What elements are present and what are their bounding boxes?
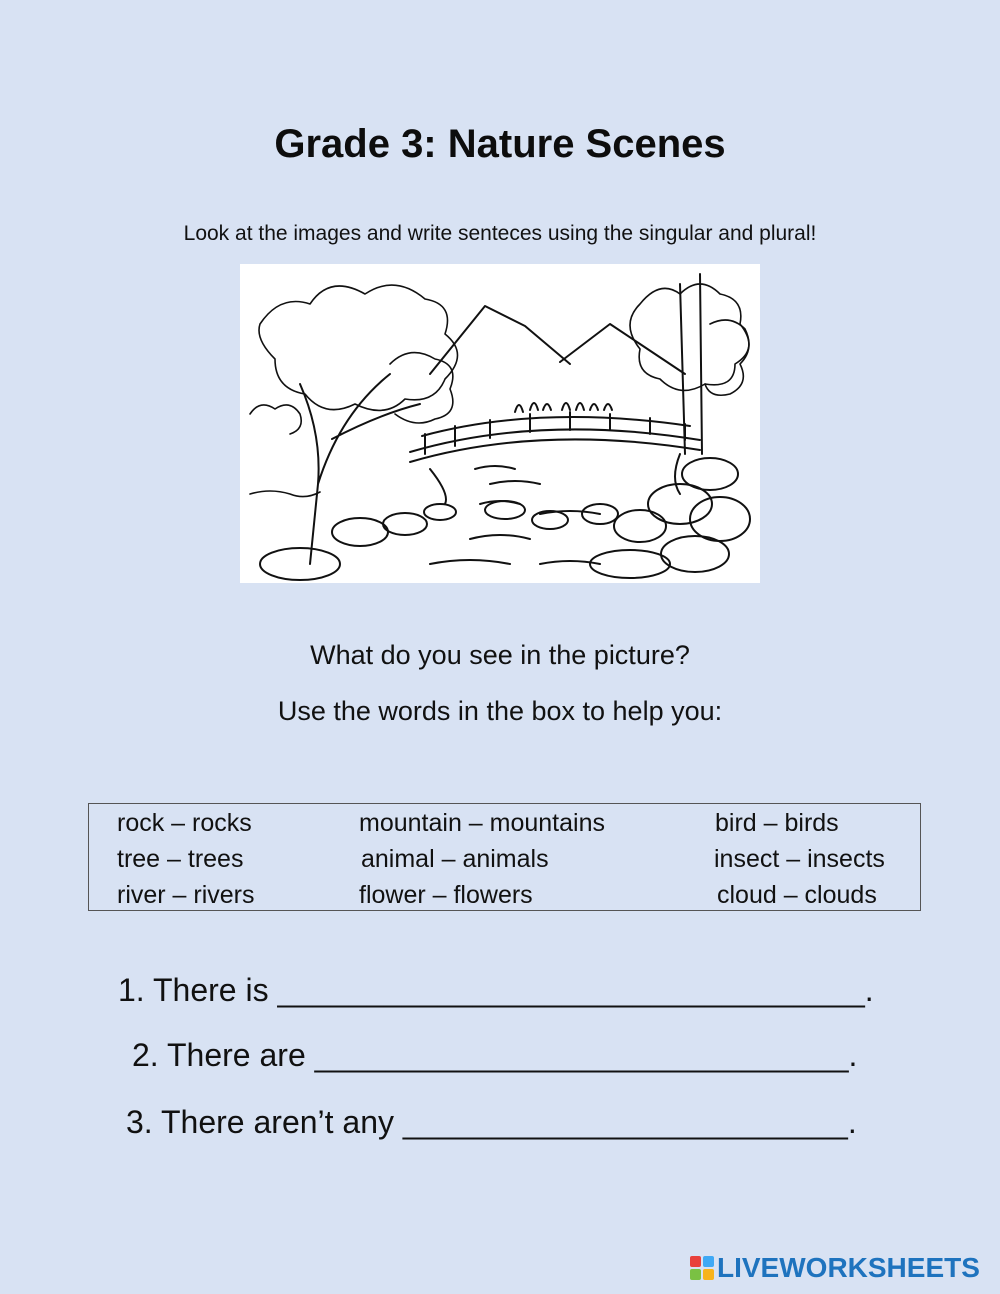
word-pair: bird – birds — [715, 809, 839, 837]
sentence-prefix: 2. There are — [132, 1037, 306, 1073]
word-pair: rock – rocks — [117, 809, 252, 837]
question-see: What do you see in the picture? — [310, 640, 690, 670]
sentence-3 — [126, 1104, 857, 1141]
sentence-prefix: 3. There aren’t any — [126, 1104, 395, 1140]
nature-scene-image — [240, 264, 760, 583]
sentence-1 — [118, 972, 874, 1009]
answer-blank-3[interactable]: _________________________ — [402, 1104, 848, 1140]
sentence-end: . — [847, 1104, 857, 1140]
logo-text: LIVEWORKSHEETS — [717, 1252, 980, 1283]
answer-blank-2[interactable]: ______________________________ — [314, 1037, 849, 1073]
word-pair: river – rivers — [117, 881, 255, 909]
word-pair: animal – animals — [361, 845, 549, 873]
sentence-end: . — [848, 1037, 858, 1073]
worksheet-title: Grade 3: Nature Scenes — [274, 122, 726, 166]
liveworksheets-logo-icon — [690, 1256, 714, 1280]
sentence-prefix: 1. There is — [118, 972, 269, 1008]
liveworksheets-logo — [690, 1252, 980, 1284]
sentence-end: . — [864, 972, 874, 1008]
answer-blank-1[interactable]: _________________________________ — [277, 972, 865, 1008]
instructions-text: Look at the images and write senteces using the singular and plural! — [183, 222, 817, 245]
word-pair: cloud – clouds — [717, 881, 877, 909]
word-pair: flower – flowers — [359, 881, 533, 909]
word-pair: insect – insects — [714, 845, 885, 873]
sentence-2 — [132, 1037, 857, 1074]
question-use-words: Use the words in the box to help you: — [277, 696, 723, 726]
word-pair: mountain – mountains — [359, 809, 605, 837]
word-pair: tree – trees — [117, 845, 244, 873]
word-box — [88, 803, 921, 911]
